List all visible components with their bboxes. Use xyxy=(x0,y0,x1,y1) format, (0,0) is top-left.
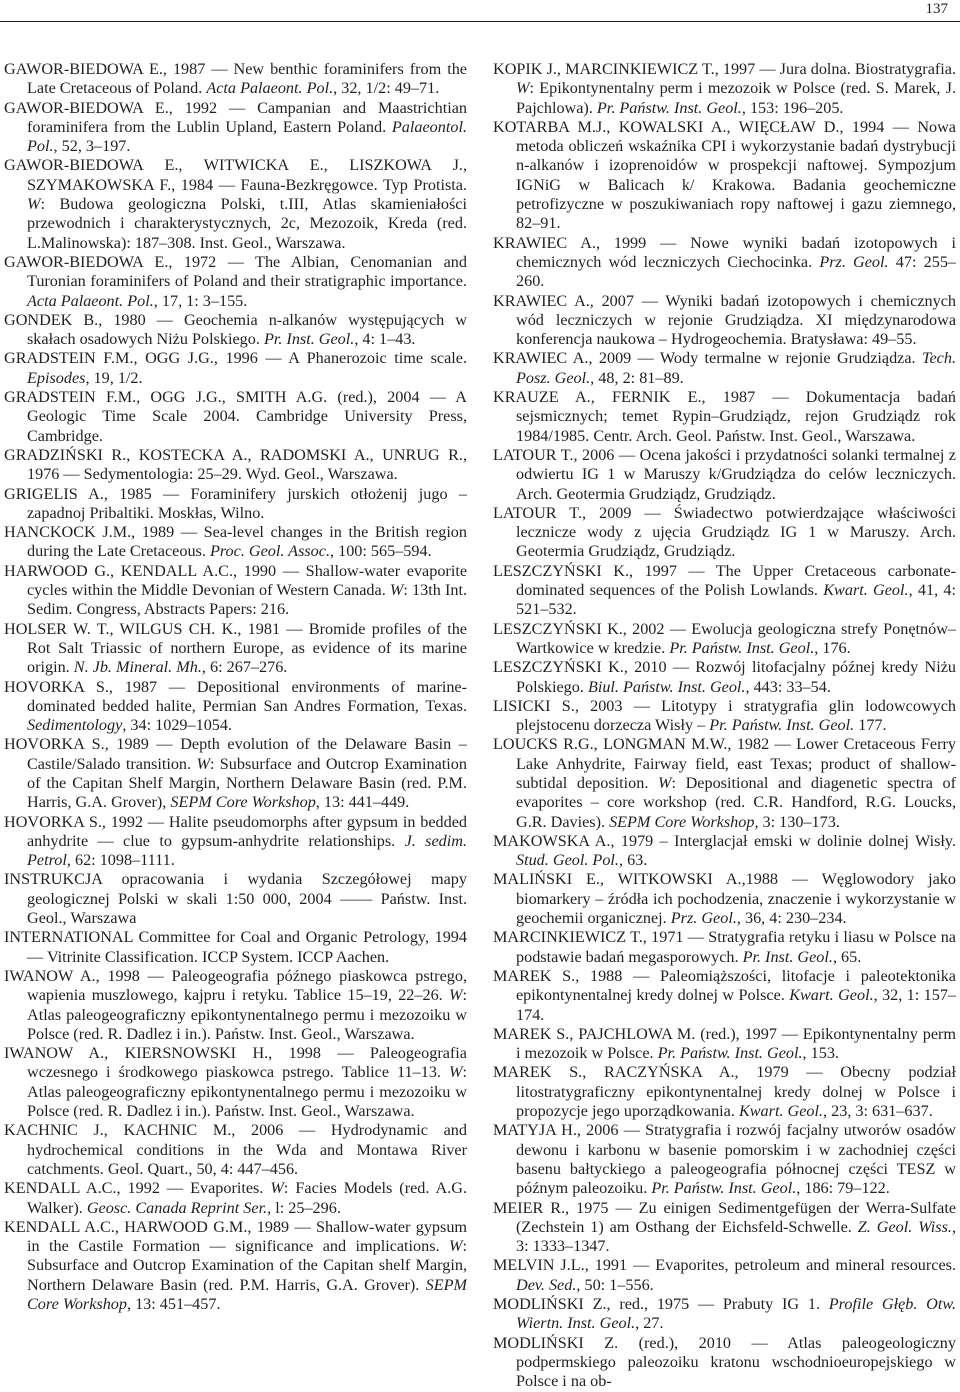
reference-italic-segment: Pr. Państw. Inst. Geol. xyxy=(596,98,742,117)
reference-text-segment: : Atlas paleogeograficzny epikontynentalnego permu i mezozoiku w Polsce (red. R. Dadlez i in.). Państw. Inst. Geol., Warszawa. xyxy=(27,1063,467,1121)
reference-text-segment: , 17, 1: 3–155. xyxy=(153,291,248,310)
reference-text-segment: , 36, 4: 230–234. xyxy=(736,909,847,928)
reference-italic-segment: Kwart. Geol. xyxy=(823,581,909,600)
reference-entry xyxy=(493,388,956,446)
page-number: 137 xyxy=(925,1,948,17)
reference-text-segment: MAREK S., PAJCHLOWA M. (red.), 1997 — Epikontynentalny perm i mezozoik w Polsce. xyxy=(493,1024,956,1063)
header-rule xyxy=(0,21,960,22)
reference-italic-segment: N. Jb. Mineral. Mh. xyxy=(73,658,202,677)
reference-entry xyxy=(4,446,467,485)
reference-text-segment: 47: 255–260. xyxy=(516,252,956,291)
reference-entry xyxy=(4,967,467,1044)
reference-italic-segment: Tech. Posz. Geol., xyxy=(516,349,956,387)
reference-italic-segment: SEPM Core Workshop xyxy=(609,812,755,831)
reference-italic-segment: J. sedim. Petrol xyxy=(27,831,467,870)
reference-italic-segment: Z. Geol. Wiss. xyxy=(857,1217,952,1236)
reference-text-segment: KRAUZE A., FERNIK E., 1987 — Dokumentacja badań sejsmicznych; temet Rypin–Grudziądz, rejon Grudziądz rok 1984/1985. Centr. Arch. Geol. Państw. Inst. Geol., Warszawa. xyxy=(493,388,956,445)
reference-entry xyxy=(4,485,467,524)
reference-text-segment: , 63. xyxy=(618,851,648,870)
reference-entry xyxy=(493,1334,956,1390)
reference-entry xyxy=(493,1256,956,1295)
reference-entry xyxy=(493,832,956,871)
reference-text-segment: , l: 25–296. xyxy=(267,1198,341,1217)
reference-column-right xyxy=(493,60,956,1390)
reference-text-segment: , 153. xyxy=(802,1044,839,1063)
reference-italic-segment: Biul. Państw. Inst. Geol. xyxy=(587,677,746,696)
reference-text-segment: , 6: 267–276. xyxy=(201,658,288,677)
reference-text-segment: MARCINKIEWICZ T., 1971 — Stratygrafia retyku i liasu w Polsce na podstawie badań megasporowych. xyxy=(493,928,956,966)
reference-text-segment: KENDALL A.C., HARWOOD G.M., 1989 — Shallow-water gypsum in the Castile Formation — significance and implications. xyxy=(4,1217,467,1256)
reference-text-segment: LISICKI S., 2003 — Litotypy i stratygrafia glin lodowcowych plejstocenu dorzecza Wisły – xyxy=(493,696,956,735)
reference-text-segment: KENDALL A.C., 1992 — Evaporites. xyxy=(4,1179,271,1198)
reference-text-segment: MATYJA H., 2006 — Stratygrafia i rozwój facjalny utworów osadów dewonu i karbonu w basenie pomorskim i w zachodniej części basenu bałtyckiego a paleogeografia północnej części TESZ w późnym paleozoiku. xyxy=(493,1121,956,1198)
reference-text-segment: , 4: 1–43. xyxy=(354,330,416,349)
reference-text-segment: LESZCZYŃSKI K., 2010 — Rozwój litofacjalny późnej kredy Niżu Polskiego. xyxy=(493,658,956,696)
reference-text-segment: , 41, 4: 521–532. xyxy=(516,581,956,619)
reference-italic-segment: SEPM Core Workshop xyxy=(27,1275,467,1313)
reference-entry xyxy=(493,446,956,504)
reference-text-segment: , 62: 1098–1111. xyxy=(66,851,175,870)
reference-text-segment: , 27. xyxy=(635,1314,664,1333)
reference-italic-segment: Acta Palaeont. Pol. xyxy=(27,291,154,310)
reference-text-segment: GONDEK B., 1980 — Geochemia n-alkanów występujących w skałach osadowych Niżu Polskiego. xyxy=(4,310,467,349)
reference-entry xyxy=(4,311,467,350)
reference-italic-segment: W xyxy=(27,195,41,214)
reference-text-segment: , 100: 565–594. xyxy=(330,542,432,561)
reference-entry xyxy=(4,60,467,99)
reference-italic-segment: Sedimentology xyxy=(27,716,123,735)
reference-text-segment: HOLSER W. T., WILGUS CH. K., 1981 — Bromide profiles of the Rot Salt Triassic of northern Europe, as evidence of its marine origin. xyxy=(4,619,467,677)
reference-text-segment: 48, 2: 81–89. xyxy=(594,368,684,387)
reference-text-segment: HOVORKA S., 1992 — Halite pseudomorphs after gypsum in bedded anhydrite — clue to gypsum-anhydrite relationships. xyxy=(4,812,467,850)
reference-text-segment: KACHNIC J., KACHNIC M., 2006 — Hydrodynamic and hydrochemical conditions in the Wda and Montawa River catchments. Geol. Quart., 50, 4: 447–456. xyxy=(4,1121,467,1178)
reference-text-segment: , 443: 33–54. xyxy=(745,677,831,696)
reference-text-segment: : Epikontynentalny perm i mezozoik w Polsce (red. S. Marek, J. Pajchlowa). xyxy=(516,79,956,117)
reference-italic-segment: W xyxy=(516,79,530,98)
reference-entry xyxy=(493,1063,956,1121)
reference-text-segment: , 34: 1029–1054. xyxy=(122,716,233,735)
reference-text-segment: : Facies Models (red. A.G. Walker). xyxy=(27,1179,467,1217)
reference-text-segment: MELVIN J.L., 1991 — Evaporites, petroleum and mineral resources. xyxy=(493,1256,956,1275)
reference-text-segment: GAWOR-BIEDOWA E., 1972 — The Albian, Cenomanian and Turonian foraminifers of Poland and their stratigraphic importance. xyxy=(4,252,467,291)
reference-text-segment: , 50: 1–556. xyxy=(576,1275,654,1294)
reference-text-segment: HARWOOD G., KENDALL A.C., 1990 — Shallow-water evaporite cycles within the Middle Devonian of Western Canada. xyxy=(4,561,467,600)
reference-entry xyxy=(4,813,467,871)
reference-text-segment: MODLIŃSKI Z. (red.), 2010 — Atlas paleogeologiczny podpermskiego paleozoiku kratonu wschodnioeuropejskiego w Polsce i na ob- xyxy=(493,1333,956,1390)
reference-text-segment: , 3: 1333–1347. xyxy=(516,1217,956,1256)
reference-text-segment: IWANOW A., KIERSNOWSKI H., 1998 — Paleogeografia wczesnego i środkowego piaskowca pstrego. Tablice 11–13. xyxy=(4,1044,467,1082)
reference-text-segment: KRAWIEC A., 2007 — Wyniki badań izotopowych i chemicznych wód leczniczych w rejonie Grudziądza. XI międzynarodowa konferencja naukowa – Hydrogeochemia. Bratysława: 49–55. xyxy=(493,291,956,349)
reference-text-segment: MODLIŃSKI Z., red., 1975 — Prabuty IG 1. xyxy=(493,1295,829,1313)
reference-italic-segment: W xyxy=(270,1179,284,1198)
reference-text-segment: , 176. xyxy=(814,638,851,657)
reference-entry xyxy=(4,1044,467,1121)
reference-italic-segment: Pr. Państw. Inst. Geol. xyxy=(709,716,855,735)
reference-text-segment: MALIŃSKI E., WITKOWSKI A.,1988 — Węglowodory jako biomarkery – źródła ich pochodzenia, znaczenie i wykorzystanie w geochemii organicznej. xyxy=(493,870,956,928)
reference-text-segment: , 13: 451–457. xyxy=(126,1295,221,1313)
reference-entry xyxy=(493,562,956,620)
reference-text-segment: 177. xyxy=(854,716,887,735)
reference-text-segment: : Subsurface and Outcrop Examination of the Capitan shelf Margin, Northern Delaware Basin (red. P.M. Harris, G.A. Grover). xyxy=(27,1237,467,1294)
reference-italic-segment: Pr. Inst. Geol. xyxy=(263,330,355,349)
reference-text-segment: : Subsurface and Outcrop Examination of the Capitan Shelf Margin, Northern Delaware Basin (red. P.M. Harris, G.A. Grover), xyxy=(27,754,467,812)
reference-text-segment: GAWOR-BIEDOWA E., WITWICKA E., LISZKOWA J., SZYMAKOWSKA F., 1984 — Fauna-Bezkręgowce. Typ Protista. xyxy=(4,156,467,194)
reference-text-segment: : Atlas paleogeograficzny epikontynentalnego permu i mezozoiku w Polsce (red. R. Dadlez i in.). Państw. Inst. Geol., Warszawa. xyxy=(27,986,467,1043)
reference-italic-segment: W xyxy=(389,581,404,600)
reference-text-segment: MAREK S., RACZYŃSKA A., 1979 — Obecny podział litostratygraficzny epikontynentalnej kredy dolnej w Polsce i propozycje jego uporządkowania. xyxy=(493,1063,956,1121)
reference-entry xyxy=(493,1025,956,1064)
reference-entry xyxy=(4,156,467,252)
reference-entry xyxy=(4,388,467,446)
reference-text-segment: GRADSTEIN F.M., OGG J.G., SMITH A.G. (red.), 2004 — A Geologic Time Scale 2004. Cambridge University Press, Cambridge. xyxy=(4,388,467,445)
reference-entry xyxy=(4,1121,467,1179)
reference-entry xyxy=(493,1199,956,1257)
reference-italic-segment: Geosc. Canada Reprint Ser. xyxy=(86,1198,268,1217)
reference-text-segment: GRADSTEIN F.M., OGG J.G., 1996 — A Phanerozoic time scale. xyxy=(4,349,467,368)
reference-text-segment: IWANOW A., 1998 — Paleogeografia późnego piaskowca pstrego, wapienia muszlowego, kajpru i retyku. Tablice 15–19, 22–26. xyxy=(4,966,467,1005)
reference-text-segment: , 23, 3: 631–637. xyxy=(823,1102,933,1121)
reference-italic-segment: Kwart. Geol. xyxy=(789,986,874,1005)
reference-text-segment: , 65. xyxy=(832,947,862,966)
reference-italic-segment: Proc. Geol. Assoc. xyxy=(209,542,330,561)
reference-entry xyxy=(4,620,467,678)
reference-italic-segment: Pr. Państw. Inst. Geol. xyxy=(669,638,815,657)
reference-text-segment: KRAWIEC A., 2009 — Wody termalne w rejonie Grudziądza. xyxy=(493,349,922,368)
reference-text-segment: : Depositional and diagenetic spectra of evaporites – core workshop (red. C.R. Handford, R.G. Loucks, G.R. Davies). xyxy=(516,773,956,831)
reference-italic-segment: W xyxy=(449,1237,463,1256)
reference-text-segment: , 32, 1/2: 49–71. xyxy=(333,79,440,98)
reference-entry xyxy=(493,735,956,831)
reference-entry xyxy=(4,1218,467,1314)
reference-entry xyxy=(493,1295,956,1334)
reference-entry xyxy=(4,349,467,388)
reference-entry xyxy=(4,562,467,620)
reference-text-segment: INSTRUKCJA opracowania i wydania Szczegółowej mapy geologicznej Polski w skali 1:50 000, 2004 —— Państw. Inst. Geol., Warszawa xyxy=(4,870,467,928)
reference-text-segment: LOUCKS R.G., LONGMAN M.W., 1982 — Lower Cretaceous Ferry Lake Anhydrite, Fairway field, east Texas; product of shallow-subtidal deposition. xyxy=(493,735,956,792)
reference-entry xyxy=(493,928,956,967)
reference-text-segment: , 153: 196–205. xyxy=(741,98,844,117)
reference-italic-segment: Dev. Sed. xyxy=(516,1275,577,1294)
reference-entry xyxy=(493,967,956,1025)
reference-entry xyxy=(493,60,956,118)
reference-text-segment: : 13th Int. Sedim. Congress, Abstracts Papers: 216. xyxy=(27,581,467,619)
reference-entry xyxy=(4,928,467,967)
reference-italic-segment: Kwart. Geol. xyxy=(738,1102,824,1121)
reference-text-segment: MEIER R., 1975 — Zu einigen Sedimentgefügen der Werra-Sulfate (Zechstein 1) am Osthang der Eichsfeld-Schwelle. xyxy=(493,1198,956,1236)
reference-text-segment: , 186: 79–122. xyxy=(796,1179,890,1198)
reference-entry xyxy=(493,234,956,292)
reference-entry xyxy=(493,118,956,234)
reference-text-segment: HOVORKA S., 1987 — Depositional environments of marine-dominated bedded halite, Permian San Andres Formation, Texas. xyxy=(4,677,467,715)
reference-italic-segment: Palaeontol. Pol. xyxy=(27,117,467,156)
reference-entry xyxy=(493,870,956,928)
reference-italic-segment: SEPM Core Workshop xyxy=(170,793,316,812)
reference-italic-segment: Prz. Geol. xyxy=(819,252,889,271)
reference-text-segment: , 19, 1/2. xyxy=(85,368,143,387)
reference-text-segment: GRADZIŃSKI R., KOSTECKA A., RADOMSKI A., UNRUG R., 1976 — Sedymentologia: 25–29. Wyd. Geol., Warszawa. xyxy=(4,445,467,484)
reference-italic-segment: Episodes xyxy=(27,368,86,387)
reference-text-segment: LESZCZYŃSKI K., 2002 — Ewolucja geologiczna strefy Ponętnów–Wartkowice w kredzie. xyxy=(493,619,956,657)
reference-text-segment: MAREK S., 1988 — Paleomiąższości, litofacje i paleotektonika epikontynentalnej kredy dolnej w Polsce. xyxy=(493,966,956,1005)
reference-text-segment: KOPIK J., MARCINKIEWICZ T., 1997 — Jura dolna. Biostratygrafia. xyxy=(493,60,956,78)
reference-entry xyxy=(4,253,467,311)
reference-text-segment: : Budowa geologiczna Polski, t.III, Atlas skamieniałości przewodnich i charakterystycznych, 2c, Mezozoik, Kreda (red. L.Malinowska): 187–308. Inst. Geol., Warszawa. xyxy=(27,195,467,252)
reference-entry xyxy=(493,349,956,388)
reference-text-segment: LATOUR T., 2009 — Świadectwo potwierdzające właściwości lecznicze wody z ujęcia Grudziądz IG 1 w Maruszy. Arch. Geotermia Grudziądz, Grudziądz. xyxy=(493,503,956,561)
reference-text-segment: KOTARBA M.J., KOWALSKI A., WIĘCŁAW D., 1994 — Nowa metoda obliczeń wskaźnika CPI i wykorzystanie badań dystrybucji n-alkanów i izoprenoidów w prospekcji naftowej. Sympozjum IGNiG w Balicach k/ Krakowa. Badania geochemiczne petrofizyczne w poszukiwaniach ropy naftowej i gazu ziemnego, 82–91. xyxy=(493,117,956,233)
reference-text-segment: GAWOR-BIEDOWA E., 1987 — New benthic foraminifers from the Late Cretaceous of Poland. xyxy=(4,60,467,98)
reference-italic-segment: Stud. Geol. Pol. xyxy=(516,851,619,870)
reference-entry xyxy=(493,697,956,736)
reference-entry xyxy=(493,292,956,350)
reference-text-segment: , 3: 130–173. xyxy=(754,812,840,831)
reference-text-segment: INTERNATIONAL Committee for Coal and Organic Petrology, 1994 — Vitrinite Classification. ICCP System. ICCP Aachen. xyxy=(4,928,467,966)
reference-italic-segment: Pr. Państw. Inst. Geol. xyxy=(651,1179,797,1198)
reference-italic-segment: Pr. Państw. Inst. Geol. xyxy=(657,1044,803,1063)
reference-text-segment: , 52, 3–197. xyxy=(53,137,131,156)
reference-entry xyxy=(4,99,467,157)
reference-entry xyxy=(493,504,956,562)
reference-entry xyxy=(493,620,956,659)
reference-italic-segment: W xyxy=(449,986,463,1005)
reference-text-segment: HANCKOCK J.M., 1989 — Sea-level changes in the British region during the Late Cretaceous. xyxy=(4,523,467,561)
reference-italic-segment: W xyxy=(658,773,672,792)
reference-entry xyxy=(493,1121,956,1198)
reference-entry xyxy=(493,658,956,697)
reference-text-segment: LATOUR T., 2006 — Ocena jakości i przydatności solanki termalnej z odwiertu IG 1 w Maruszy k/Grudziądza do celów leczniczych. Arch. Geotermia Grudziądz, Grudziądz. xyxy=(493,445,956,503)
reference-text-segment: LESZCZYŃSKI K., 1997 — The Upper Cretaceous carbonate-dominated sequences of the Polish Lowlands. xyxy=(493,561,956,600)
reference-entry xyxy=(4,1179,467,1218)
reference-italic-segment: Acta Palaeont. Pol. xyxy=(206,79,334,98)
reference-column-left xyxy=(4,60,467,1390)
reference-text-segment: MAKOWSKA A., 1979 – Interglacjał emski w dolinie dolnej Wisły. xyxy=(493,831,956,850)
reference-text-segment: GRIGELIS A., 1985 — Foraminifery jurskich otłożenij jugo – zapadnoj Pribaltiki. Moskłas, Wilno. xyxy=(4,484,467,522)
reference-entry xyxy=(4,678,467,736)
reference-italic-segment: W xyxy=(449,1063,463,1082)
reference-text-segment: KRAWIEC A., 1999 — Nowe wyniki badań izotopowych i chemicznych wód leczniczych Ciechocinka. xyxy=(493,233,956,271)
reference-entry xyxy=(4,870,467,928)
reference-text-segment: , 13: 441–449. xyxy=(315,793,410,812)
reference-text-segment: , 32, 1: 157–174. xyxy=(516,986,956,1024)
reference-italic-segment: W xyxy=(196,754,210,773)
reference-entry xyxy=(4,735,467,812)
reference-text-segment: GAWOR-BIEDOWA E., 1992 — Campanian and Maastrichtian foraminifera from the Lublin Upland, Eastern Poland. xyxy=(4,98,467,136)
reference-italic-segment: Pr. Inst. Geol. xyxy=(742,947,833,966)
reference-italic-segment: Profile Głęb. Otw. Wiertn. Inst. Geol. xyxy=(516,1295,956,1333)
reference-text-segment: HOVORKA S., 1989 — Depth evolution of the Delaware Basin – Castile/Salado transition. xyxy=(4,735,467,773)
reference-italic-segment: Prz. Geol. xyxy=(670,909,737,928)
reference-entry xyxy=(4,523,467,562)
